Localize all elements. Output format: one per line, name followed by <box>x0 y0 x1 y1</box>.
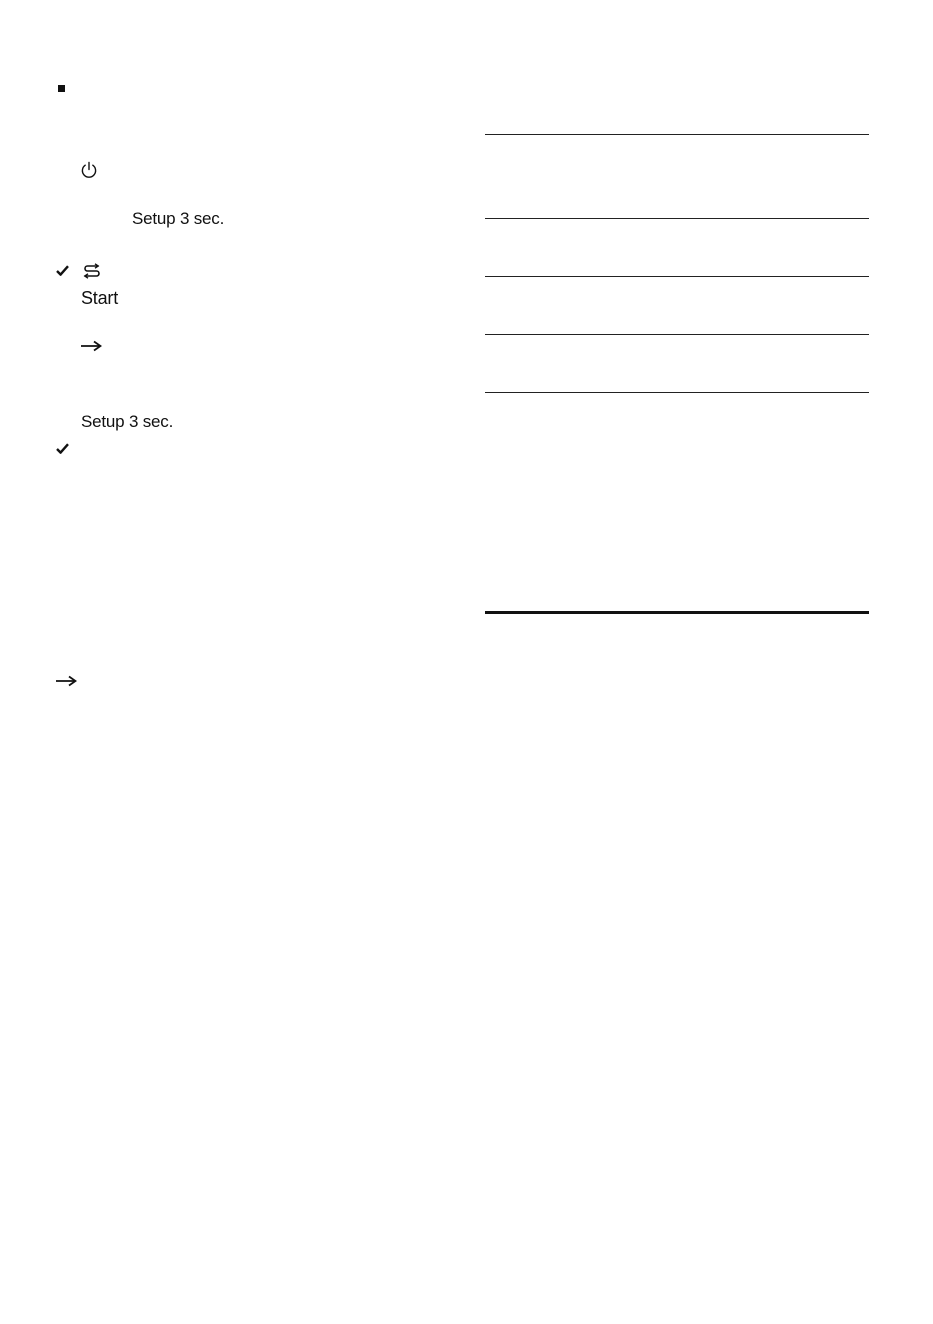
table-rule <box>485 218 869 219</box>
table-rule <box>485 276 869 277</box>
arrow-right-icon <box>80 340 102 352</box>
setup-3-sec-label: Setup 3 sec. <box>81 412 174 431</box>
table-rule <box>485 134 869 135</box>
check-icon <box>56 265 69 276</box>
program-switch-icon <box>82 263 102 279</box>
table-rule <box>485 334 869 335</box>
power-icon <box>80 161 98 179</box>
start-label: Start <box>81 288 119 308</box>
setup-3-sec-label: Setup 3 sec. <box>132 209 225 228</box>
table-rule <box>485 392 869 393</box>
table-bottom-rule <box>485 611 869 614</box>
arrow-right-icon <box>55 675 77 687</box>
check-icon <box>56 443 69 454</box>
square-bullet-icon <box>58 85 65 92</box>
